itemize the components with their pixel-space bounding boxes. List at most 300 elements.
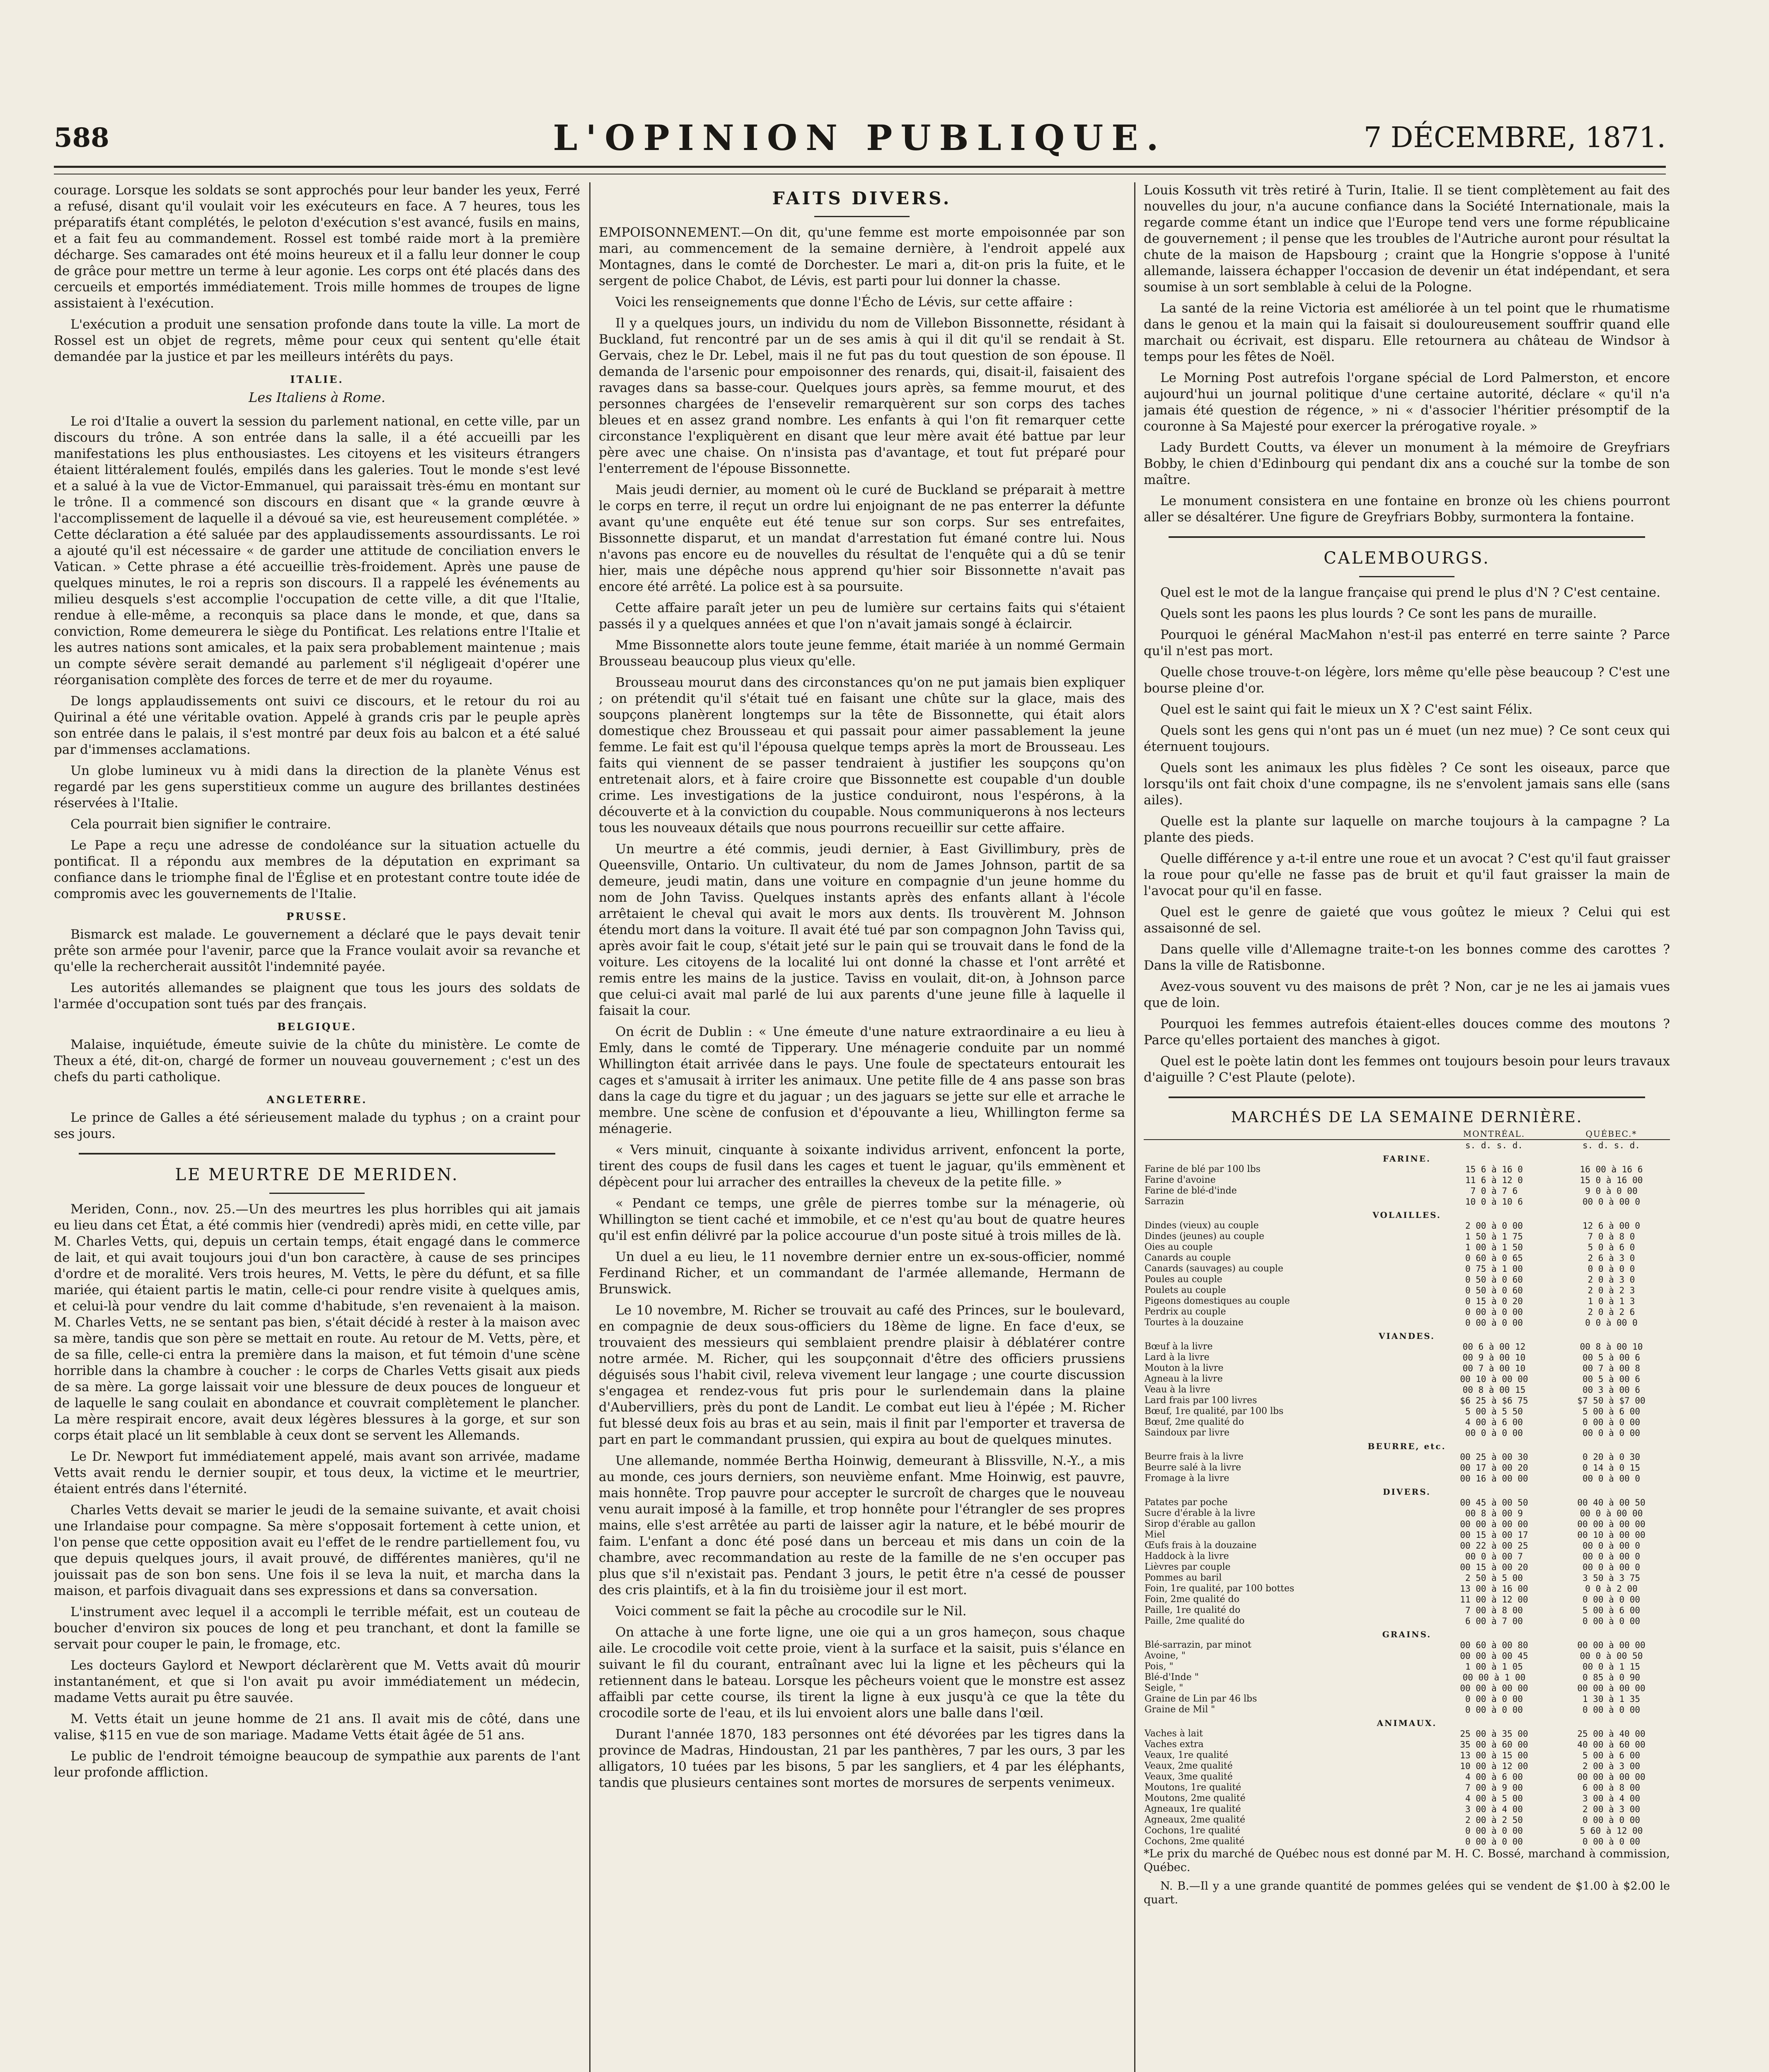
section-heading: BELGIQUE. xyxy=(277,1021,357,1033)
market-header-quebec: QUÉBEC.* xyxy=(1553,1128,1670,1140)
article-paragraph: Cela pourrait bien signifier le contraire. xyxy=(70,817,332,832)
market-price-montreal: 35 00 à 60 00 xyxy=(1460,1740,1528,1750)
market-item-name: Veaux, 2me qualité xyxy=(1145,1761,1233,1771)
market-row xyxy=(1144,1782,1670,1793)
market-price-quebec: 9 0 à 0 00 xyxy=(1585,1186,1638,1196)
masthead-rule xyxy=(54,166,1666,174)
calembour: Dans quelle ville d'Allemagne traite-t-on les bonnes comme des carottes ? Dans la ville de Ratisbonne. xyxy=(1144,942,1670,973)
article-paragraph: Durant l'année 1870, 183 personnes ont été dévorées par les tigres dans la province de Madras, Hindoustan, 21 par les panthères, 7 par les ours, 3 par les alligators, 10 tuées par les bisons, 5 par les sangliers, et 4 par les éléphants, tandis que plusieurs centaines sont mortes de morsures de serpents venimeux. xyxy=(599,1727,1125,1790)
market-price-montreal: 0 00 à 0 00 xyxy=(1465,1826,1523,1836)
market-row xyxy=(1144,1551,1670,1562)
market-row xyxy=(1144,1352,1670,1363)
market-price-quebec: 00 00 à 00 00 xyxy=(1577,1683,1646,1693)
market-row xyxy=(1144,1651,1670,1661)
market-price-montreal: 0 00 à 0 00 xyxy=(1465,1307,1523,1317)
market-item-name: Bœuf, 1re qualité, par 100 lbs xyxy=(1145,1406,1284,1416)
column-divider xyxy=(589,182,590,2072)
market-price-montreal: 0 00 à 0 00 xyxy=(1465,1318,1523,1328)
market-row xyxy=(1144,1220,1670,1231)
market-item-name: Lièvres par couple xyxy=(1145,1562,1231,1572)
market-row xyxy=(1144,1530,1670,1540)
market-item-name: Agneaux, 2me qualité xyxy=(1145,1815,1246,1825)
market-row xyxy=(1144,1683,1670,1694)
market-item-name: Lard frais par 100 livres xyxy=(1145,1395,1257,1406)
market-item-name: Blé-sarrazin, par minot xyxy=(1145,1640,1251,1650)
article-paragraph: Le monument consistera en une fontaine en bronze où les chiens pourront aller se désaltérer. Une figure de Greyfriars Bobby, surmontera la fontaine. xyxy=(1144,494,1670,525)
market-row xyxy=(1144,1508,1670,1519)
market-price-montreal: 1 50 à 1 75 xyxy=(1465,1232,1523,1242)
market-price-montreal: 00 8 à 00 15 xyxy=(1462,1385,1526,1395)
calembour: Quel est le mot de la langue française qui prend le plus d'N ? C'est centaine. xyxy=(1160,585,1660,600)
article-paragraph: M. Vetts était un jeune homme de 21 ans. Il avait mis de côté, dans une valise, $115 en vue de son mariage. Madame Vetts était âgée de 51 ans. xyxy=(54,1711,580,1743)
market-price-quebec: 00 10 à 00 00 xyxy=(1577,1530,1646,1540)
market-category-row xyxy=(1144,1715,1670,1728)
market-item-name: Bœuf à la livre xyxy=(1145,1341,1213,1352)
market-price-montreal: 0 00 à 0 00 xyxy=(1465,1705,1523,1715)
market-price-quebec: 0 00 à 0 00 xyxy=(1582,1417,1641,1427)
market-category-label: BEURRE, etc. xyxy=(1367,1441,1446,1451)
market-item-name: Oies au couple xyxy=(1145,1242,1213,1252)
market-item-name: Veaux, 3me qualité xyxy=(1145,1772,1233,1782)
market-price-montreal: 2 00 à 0 00 xyxy=(1465,1221,1523,1231)
market-price-montreal: 0 15 à 0 20 xyxy=(1465,1296,1523,1306)
market-price-montreal: $6 25 à $6 75 xyxy=(1460,1396,1528,1406)
market-item-name: Cochons, 1re qualité xyxy=(1145,1825,1241,1836)
market-price-montreal: 0 00 à 0 00 xyxy=(1465,1694,1523,1704)
article-paragraph: Voici comment se fait la pêche au crocodile sur le Nil. xyxy=(615,1604,967,1619)
market-row xyxy=(1144,1728,1670,1739)
market-row xyxy=(1144,1825,1670,1836)
market-price-montreal: 4 00 à 6 00 xyxy=(1465,1417,1523,1427)
article-paragraph: L'instrument avec lequel il a accompli le terrible méfait, est un couteau de boucher d'environ six pouces de long et peu tranchant, et dont la famille se servait pour couper le pain, le fromage, etc. xyxy=(54,1605,580,1652)
market-price-montreal: 5 00 à 5 50 xyxy=(1465,1406,1523,1416)
market-price-quebec: 00 00 à 00 00 xyxy=(1577,1519,1646,1529)
market-price-quebec: 3 50 à 3 75 xyxy=(1582,1573,1641,1583)
market-price-quebec: 00 0 à 00 0 xyxy=(1582,1552,1641,1561)
market-price-quebec: 00 0 à 00 0 xyxy=(1582,1197,1641,1207)
market-row xyxy=(1144,1739,1670,1750)
market-price-quebec: 5 00 à 6 00 xyxy=(1582,1750,1641,1760)
article-paragraph: La santé de la reine Victoria est améliorée à un tel point que le rhumatisme dans le genou et la main qui la faisait si douloureusement souffrir quand elle marchait ou écrivait, est disparu. Elle retournera au château de Windsor à temps pour les fêtes de Noël. xyxy=(1144,301,1670,364)
market-item-name: Veaux, 1re qualité xyxy=(1145,1750,1229,1760)
calembour: Quel est le genre de gaieté que vous goûtez le mieux ? Celui qui est assaisonné de sel. xyxy=(1144,905,1670,936)
market-row xyxy=(1144,1750,1670,1761)
market-price-montreal: 2 50 à 5 00 xyxy=(1465,1573,1523,1583)
market-row xyxy=(1144,1264,1670,1274)
market-item-name: Paille, 1re qualité do xyxy=(1145,1605,1241,1615)
market-price-montreal: 0 00 à 0 00 xyxy=(1465,1837,1523,1847)
market-price-montreal: 00 22 à 00 25 xyxy=(1460,1541,1528,1551)
market-item-name: Paille, 2me qualité do xyxy=(1145,1616,1245,1626)
market-row xyxy=(1144,1253,1670,1264)
market-item-name: Graine de Lin par 46 lbs xyxy=(1145,1694,1257,1704)
market-price-quebec: 5 60 à 12 00 xyxy=(1580,1826,1643,1836)
market-price-quebec: 0 14 à 0 15 xyxy=(1582,1463,1641,1473)
market-price-quebec: 3 00 à 4 00 xyxy=(1582,1794,1641,1803)
section-title: FAITS DIVERS. xyxy=(772,188,952,208)
market-category-row xyxy=(1144,1438,1670,1452)
article-paragraph: Un meurtre a été commis, jeudi dernier, à East Givillimbury, près de Queensville, Ontario. Un cultivateur, du nom de James Johnson, partit de sa demeure, jeudi matin, dans une voiture en compagnie d'un jeune homme du nom de John Taviss. Quelques instants après des enfants allant à l'école arrêtaient le cheval qui avait le mors aux dents. Ils trouvèrent M. Johnson étendu mort dans la voiture. Il avait été tué par son compagnon John Taviss qui, après avoir fait le coup, s'était jeté sur le pain qui se trouvait dans le fond de la voiture. Les citoyens de la localité lui ont donné la chasse et l'ont arrêté et remis entre les mains de la justice. Taviss en voulait, dit-on, à Johnson parce que celui-ci avait mal parlé de lui aux parents d'une jeune fille à laquelle il faisait la cour. xyxy=(599,842,1125,1018)
market-item-name: Agneau à la livre xyxy=(1145,1374,1223,1384)
market-category-row xyxy=(1144,1328,1670,1341)
market-price-quebec: 00 8 à 00 10 xyxy=(1580,1342,1643,1352)
market-item-name: Œufs frais à la douzaine xyxy=(1145,1540,1257,1551)
market-price-quebec: 5 00 à 6 00 xyxy=(1582,1605,1641,1615)
market-category-label: GRAINS. xyxy=(1382,1629,1432,1639)
market-note: N. B.—Il y a une grande quantité de pommes gelées qui se vendent de $1.00 à $2.00 le quart. xyxy=(1144,1880,1670,1906)
market-category-label: FARINE. xyxy=(1382,1154,1431,1164)
article-title: LE MEURTRE DE MERIDEN. xyxy=(175,1165,459,1184)
market-row xyxy=(1144,1761,1670,1772)
newspaper-title: L'OPINION PUBLIQUE. xyxy=(553,117,1167,158)
market-item-name: Haddock à la livre xyxy=(1145,1551,1229,1561)
market-price-quebec: 16 00 à 16 6 xyxy=(1580,1164,1643,1174)
market-item-name: Pois, " xyxy=(1145,1661,1174,1672)
article-paragraph: Il y a quelques jours, un individu du nom de Villebon Bissonnette, résidant à Buckland, fut rencontré par un de ses amis à qui il dit qu'il se rendait à St. Gervais, chez le Dr. Lebel, mais il ne fut pas du tout question de son épouse. Il demanda de l'arsenic pour empoisonner des renards, qui, disait-il, faisaient des ravages dans sa basse-cour. Quelques jours après, sa femme mourut, et des personnes chargées de l'ensevelir remarquèrent sur son corps des taches bleues et en assez grand nombre. Les enfants à qui l'on fit remarquer cette circonstance l'expliquèrent en disant que leur mère avait été battue par leur père avec une chaise. On n'insista pas d'avantage, et tout fut préparé pour l'enterrement de l'épouse Bissonnette. xyxy=(599,316,1125,476)
market-item-name: Fromage à la livre xyxy=(1145,1473,1229,1484)
market-price-montreal: 13 00 à 15 00 xyxy=(1460,1750,1528,1760)
market-row xyxy=(1144,1704,1670,1715)
section-heading: ANGLETERRE. xyxy=(266,1094,368,1106)
market-price-montreal: 6 00 à 7 00 xyxy=(1465,1616,1523,1626)
market-price-montreal: 7 00 à 9 00 xyxy=(1465,1783,1523,1793)
market-price-montreal: 2 00 à 2 50 xyxy=(1465,1815,1523,1825)
market-price-montreal: 00 16 à 00 00 xyxy=(1460,1474,1528,1484)
article-paragraph: Voici les renseignements que donne l'Écho de Lévis, sur cette affaire : xyxy=(615,295,1073,310)
market-price-montreal: 1 00 à 1 05 xyxy=(1465,1662,1523,1672)
market-row xyxy=(1144,1385,1670,1395)
article-paragraph: On attache à une forte ligne, une oie qui a un gros hameçon, sous chaque aile. Le crocodile voit cette proie, vient à la surface et la saisit, puis s'élance en suivant le fil du courant, entraînant avec lui la ligne et les pêcheurs qui la retiennent dans le bateau. Lorsque les pêcheurs voient que le monstre est assez affaibli par cette course, ils tirent la ligne à eux jusqu'à ce que la tête du crocodile sorte de l'eau, et ils lui envoient alors une balle dans l'œil. xyxy=(599,1625,1125,1721)
market-item-name: Moutons, 2me qualité xyxy=(1145,1793,1246,1803)
market-category-label: VOLAILLES. xyxy=(1372,1210,1441,1220)
market-item-name: Vaches extra xyxy=(1145,1739,1204,1750)
market-price-montreal: 7 0 à 7 6 xyxy=(1470,1186,1518,1196)
article-paragraph: Lady Burdett Coutts, va élever un monument à la mémoire de Greyfriars Bobby, le chien d'Edinbourg qui pendant dix ans a couché sur la tombe de son maître. xyxy=(1144,440,1670,487)
article-paragraph: Charles Vetts devait se marier le jeudi de la semaine suivante, et avait choisi une Irlandaise pour compagne. Sa mère s'opposait fortement à cette union, et l'on pense que cette opposition avait eu l'effet de le rendre partiellement fou, vu que depuis quelques jours, il avait prouvé, de différentes manières, qu'il ne jouissait pas de son bon sens. Une fois il se leva la nuit, et marcha dans la maison, et parfois divaguait dans ses expressions et dans sa conversation. xyxy=(54,1503,580,1598)
market-price-quebec: 00 5 à 00 6 xyxy=(1582,1353,1641,1363)
article-paragraph: « Vers minuit, cinquante à soixante individus arrivent, enfoncent la porte, tirent des coups de fusil dans les cages et tuent le jaguar, qu'ils emmènent et dépècent pour lui arracher des entrailles la cheveux de la petite fille. » xyxy=(599,1143,1125,1190)
market-row xyxy=(1144,1374,1670,1385)
market-price-quebec: 15 0 à 16 00 xyxy=(1580,1175,1643,1185)
article-paragraph: Brousseau mourut dans des circonstances qu'on ne put jamais bien expliquer ; on prétendit qu'il s'était tué en faisant une chûte sur la glace, mais des soupçons planèrent longtemps sur la tête de Bissonnette, qui était alors domestique chez Brousseau et qui passait pour aimer passablement la jeune femme. Le fait est qu'il l'épousa quelque temps après la mort de Brousseau. Les faits qui viennent de se passer tendraient à justifier les soupçons qu'on entretenait alors, et à faire croire que Bissonnette est coupable d'un double crime. Les investigations de la justice conduiront, nous l'espérons, à la découverte et à la conviction du coupable. Nous communiquerons à nos lecteurs tous les nouveaux détails que nous pourrons recueillir sur cette affaire. xyxy=(599,675,1125,835)
market-price-quebec: 1 30 à 1 35 xyxy=(1582,1694,1641,1704)
market-price-montreal: 7 00 à 8 00 xyxy=(1465,1605,1523,1615)
market-row xyxy=(1144,1815,1670,1825)
market-price-montreal: 00 25 à 00 30 xyxy=(1460,1452,1528,1462)
market-price-quebec: 0 20 à 0 30 xyxy=(1582,1452,1641,1462)
section-heading: PRUSSE. xyxy=(286,910,348,922)
market-price-quebec: 0 0 à 00 0 xyxy=(1585,1318,1638,1328)
article-paragraph: courage. Lorsque les soldats se sont approchés pour leur bander les yeux, Ferré a refusé, disant qu'il voulait voir les exécuteurs en face. A 7 heures, tous les préparatifs étant complétés, le peloton d'exécution s'est avancé, fusils en mains, et a fait feu au commandement. Rossel est tombé raide mort à la première décharge. Ses camarades ont été moins heureux et il a fallu leur donner le coup de grâce pour mettre un terme à leur agonie. Les corps ont été placés dans des cercueils et emportés immédiatement. Trois mille hommes de troupes de ligne assistaient à l'exécution. xyxy=(54,183,580,311)
market-price-quebec: 00 0 à 00 00 xyxy=(1580,1508,1643,1518)
market-price-quebec: 25 00 à 40 00 xyxy=(1577,1729,1646,1739)
market-row xyxy=(1144,1341,1670,1352)
market-item-name: Beurre frais à la livre xyxy=(1145,1452,1244,1462)
market-category-row xyxy=(1144,1627,1670,1640)
article-paragraph: Le Dr. Newport fut immédiatement appelé, mais avant son arrivée, madame Vetts avait rendu le dernier soupir, et tous deux, la victime et le meurtrier, étaient entrés dans l'éternité. xyxy=(54,1449,580,1496)
market-item-name: Sarrazin xyxy=(1145,1196,1184,1207)
market-price-montreal: 11 00 à 12 00 xyxy=(1460,1595,1528,1605)
calembour: Quelle est la plante sur laquelle on marche toujours à la campagne ? La plante des pieds. xyxy=(1144,814,1670,845)
market-price-quebec: 5 0 à 6 0 xyxy=(1588,1242,1635,1252)
calembour: Quels sont les paons les plus lourds ? Ce sont les pans de muraille. xyxy=(1160,606,1597,621)
market-price-quebec: 0 00 à 0 00 xyxy=(1582,1616,1641,1626)
calembour: Quel est le poète latin dont les femmes ont toujours besoin pour leurs travaux d'aiguille ? C'est Plaute (pelote). xyxy=(1144,1054,1670,1085)
market-price-quebec: 00 7 à 00 8 xyxy=(1582,1363,1641,1373)
market-item-name: Perdrix au couple xyxy=(1145,1307,1226,1317)
market-row xyxy=(1144,1307,1670,1317)
market-header-row xyxy=(1144,1128,1670,1140)
market-price-quebec: $7 50 à $7 00 xyxy=(1577,1396,1646,1406)
market-item-name: Foin, 2me qualité do xyxy=(1145,1594,1239,1605)
market-item-name: Moutons, 1re qualité xyxy=(1145,1782,1241,1793)
market-price-quebec: 00 3 à 00 6 xyxy=(1582,1385,1641,1395)
market-price-quebec: 2 0 à 3 0 xyxy=(1588,1275,1635,1285)
market-price-quebec: 00 0 à 0 00 xyxy=(1582,1428,1641,1438)
market-price-montreal: 3 00 à 4 00 xyxy=(1465,1804,1523,1814)
market-row xyxy=(1144,1462,1670,1473)
market-price-quebec: 0 0 à 2 00 xyxy=(1585,1584,1638,1594)
market-item-name: Blé-d'Inde " xyxy=(1145,1672,1199,1682)
market-price-quebec: 40 00 à 60 00 xyxy=(1577,1740,1646,1750)
market-price-montreal: 15 6 à 16 0 xyxy=(1465,1164,1523,1174)
market-price-montreal: 00 00 à 1 00 xyxy=(1462,1673,1526,1682)
market-price-montreal: 00 15 à 00 17 xyxy=(1460,1530,1528,1540)
market-price-quebec: 00 0 à 00 50 xyxy=(1580,1651,1643,1661)
article-paragraph: Bismarck est malade. Le gouvernement a déclaré que le pays devait tenir prête son armée pour l'avenir, parce que la France voulait avoir sa revanche et qu'elle la rechercherait aussitôt l'indemnité payée. xyxy=(54,927,580,974)
market-row xyxy=(1144,1242,1670,1253)
market-price-quebec: 00 0 à 00 0 xyxy=(1582,1562,1641,1572)
market-price-quebec: 2 00 à 3 00 xyxy=(1582,1761,1641,1771)
column-2 xyxy=(599,182,1125,2072)
market-price-quebec: 00 0 à 00 0 xyxy=(1582,1474,1641,1484)
market-item-name: Tourtes à la douzaine xyxy=(1145,1317,1244,1328)
market-row xyxy=(1144,1836,1670,1847)
market-category-row xyxy=(1144,1151,1670,1164)
market-price-quebec: 00 5 à 00 6 xyxy=(1582,1374,1641,1384)
calembour: Pourquoi les femmes autrefois étaient-elles douces comme des moutons ? Parce qu'elles portaient des manches à gigot. xyxy=(1144,1017,1670,1048)
article-paragraph: Le Morning Post autrefois l'organe spécial de Lord Palmerston, et encore aujourd'hui un journal politique d'une certaine autorité, déclare « qu'il n'a jamais été question de régence, » ni « d'associer l'héritier présomptif de la couronne à Sa Majesté pour exercer la prérogative royale. » xyxy=(1144,370,1670,434)
market-price-montreal: 00 10 à 00 00 xyxy=(1460,1374,1528,1384)
market-row xyxy=(1144,1661,1670,1672)
article-paragraph: L'exécution a produit une sensation profonde dans toute la ville. La mort de Rossel est un objet de regrets, même pour ceux qui sentent qu'elle était demandée par la justice et par les meilleurs intérêts du pays. xyxy=(54,317,580,364)
market-price-montreal: 00 7 à 00 10 xyxy=(1462,1363,1526,1373)
article-paragraph: Le public de l'endroit témoigne beaucoup de sympathie aux parents de l'ant leur profonde affliction. xyxy=(54,1749,580,1780)
market-price-montreal: 00 0 à 0 00 xyxy=(1465,1428,1523,1438)
market-price-montreal: 00 00 à 00 00 xyxy=(1460,1519,1528,1529)
section-rule xyxy=(1169,1097,1645,1098)
market-row xyxy=(1144,1406,1670,1417)
market-price-montreal: 25 00 à 35 00 xyxy=(1460,1729,1528,1739)
calembour: Quelle chose trouve-t-on légère, lors même qu'elle pèse beaucoup ? C'est une bourse pleine d'or. xyxy=(1144,665,1670,696)
market-row xyxy=(1144,1473,1670,1484)
market-row xyxy=(1144,1594,1670,1605)
market-price-montreal: 0 50 à 0 60 xyxy=(1465,1285,1523,1295)
market-price-quebec: 2 0 à 2 6 xyxy=(1588,1307,1635,1317)
section-rule xyxy=(79,1153,555,1155)
calembour: Pourquoi le général MacMahon n'est-il pas enterré en terre sainte ? Parce qu'il n'est pas mort. xyxy=(1144,627,1670,658)
market-item-name: Poulets au couple xyxy=(1145,1285,1226,1295)
market-price-montreal: 4 00 à 6 00 xyxy=(1465,1772,1523,1782)
market-table-body xyxy=(1144,1151,1670,1847)
market-item-name: Patates par poche xyxy=(1145,1497,1228,1508)
page-number: 588 xyxy=(54,122,109,153)
market-item-name: Farine d'avoine xyxy=(1145,1175,1216,1185)
market-item-name: Sucre d'érable à la livre xyxy=(1145,1508,1256,1518)
market-row xyxy=(1144,1694,1670,1704)
market-price-montreal: 00 0 à 00 7 xyxy=(1465,1552,1523,1561)
market-row xyxy=(1144,1296,1670,1307)
market-price-quebec: 0 0 à 0 0 xyxy=(1588,1264,1635,1274)
market-category-label: DIVERS. xyxy=(1383,1487,1431,1497)
market-row xyxy=(1144,1363,1670,1374)
market-table-title: MARCHÉS DE LA SEMAINE DERNIÈRE. xyxy=(1231,1109,1583,1126)
market-notes xyxy=(1144,1847,1670,1907)
market-price-quebec: 00 0 à 1 15 xyxy=(1582,1662,1641,1672)
column-3 xyxy=(1144,182,1670,2072)
market-category-label: VIANDES. xyxy=(1379,1331,1435,1341)
market-price-quebec: 00 00 à 00 00 xyxy=(1577,1640,1646,1650)
calembours-list xyxy=(1144,585,1670,1086)
market-item-name: Poules au couple xyxy=(1145,1274,1222,1285)
market-item-name: Mouton à la livre xyxy=(1145,1363,1224,1373)
market-price-montreal: 00 60 à 00 80 xyxy=(1460,1640,1528,1650)
market-item-name: Seigle, " xyxy=(1145,1683,1183,1693)
market-item-name: Foin, 1re qualité, par 100 bottes xyxy=(1145,1583,1295,1594)
calembour: Quelle différence y a-t-il entre une roue et un avocat ? C'est qu'il faut graisser la roue pour qu'elle ne fasse pas de bruit et qu'il faut graisser la main de l'avocat pour qu'il en fasse. xyxy=(1144,851,1670,898)
market-price-montreal: 0 50 à 0 60 xyxy=(1465,1275,1523,1285)
market-item-name: Canards (sauvages) au couple xyxy=(1145,1264,1283,1274)
article-paragraph: Le roi d'Italie a ouvert la session du parlement national, en cette ville, par un discours du trône. A son entrée dans la salle, il a été accueilli par les manifestations les plus enthousiastes. Les citoyens et les visiteurs étrangers étaient littéralement foulés, empilés dans les galeries. Tout le monde s'est levé et a salué à la vue de Victor-Emmanuel, qui paraissait très-ému en montant sur le trône. Il a commencé son discours en disant que « la grande œuvre à l'accomplissement de laquelle il a dévoué sa vie, est heureusement complétée. » Cette déclaration a été saluée par des applaudissements assourdissants. Le roi a ajouté qu'il est nécessaire « de garder une attitude de conciliation envers le Vatican. » Cette phrase a été accueillie très-froidement. Après une pause de quelques minutes, le roi a repris son discours. Il a rappelé les événements au milieu desquels s'est accomplie l'occupation de cette ville, a dit que l'Italie, rendue à elle-même, a reconquis sa place dans le monde, et que, dans sa conviction, Rome demeurera le siège du Pontificat. Les relations entre l'Italie et les autres nations sont amicales, et la paix sera probablement maintenue ; mais un compte sévère serait demandé au parlement s'il négligeait d'opérer une réorganisation complète des forces de terre et de mer du royaume. xyxy=(54,414,580,687)
market-row xyxy=(1144,1616,1670,1627)
market-row xyxy=(1144,1497,1670,1508)
article-paragraph: EMPOISONNEMENT.—On dit, qu'une femme est morte empoisonnée par son mari, au commencement de la semaine dernière, à l'endroit appelé aux Montagnes, dans le comté de Dorchester. Le mari a, dit-on pris la fuite, et le sergent de police Chabot, de Lévis, est parti pour lui donner la chasse. xyxy=(599,225,1125,288)
market-units-row xyxy=(1144,1140,1670,1151)
market-row xyxy=(1144,1605,1670,1616)
market-price-quebec: 2 00 à 3 00 xyxy=(1582,1804,1641,1814)
title-rule xyxy=(269,1193,365,1194)
market-units-spacer xyxy=(1144,1140,1435,1151)
market-item-name: Miel xyxy=(1145,1530,1165,1540)
market-row xyxy=(1144,1772,1670,1782)
market-row xyxy=(1144,1804,1670,1815)
market-price-quebec: 12 6 à 00 0 xyxy=(1582,1221,1641,1231)
article-paragraph: Le Pape a reçu une adresse de condoléance sur la situation actuelle du pontificat. Il a répondu aux membres de la députation en exprimant sa confiance dans le triomphe final de l'Église et en protestant contre toute idée de compromis avec les gouvernements de l'Italie. xyxy=(54,838,580,901)
calembour: Quel est le saint qui fait le mieux un X ? C'est saint Félix. xyxy=(1160,702,1533,717)
market-price-montreal: 13 00 à 16 00 xyxy=(1460,1584,1528,1594)
market-row xyxy=(1144,1175,1670,1186)
market-price-montreal: 0 60 à 0 65 xyxy=(1465,1253,1523,1263)
market-item-name: Saindoux par livre xyxy=(1145,1428,1230,1438)
market-item-name: Veau à la livre xyxy=(1145,1385,1210,1395)
article-paragraph: Malaise, inquiétude, émeute suivie de la chûte du ministère. Le comte de Theux a été, dit-on, chargé de former un nouveau gouvernement ; c'est un des chefs du parti catholique. xyxy=(54,1037,580,1084)
market-price-quebec: 0 85 à 0 90 xyxy=(1582,1673,1641,1682)
market-price-montreal: 00 17 à 00 20 xyxy=(1460,1463,1528,1473)
market-row xyxy=(1144,1672,1670,1683)
market-price-montreal: 4 00 à 5 00 xyxy=(1465,1794,1523,1803)
market-price-quebec: 0 00 à 0 00 xyxy=(1582,1815,1641,1825)
market-row xyxy=(1144,1164,1670,1175)
market-price-quebec: 7 0 à 8 0 xyxy=(1588,1232,1635,1242)
market-row xyxy=(1144,1573,1670,1583)
market-price-quebec: 00 0 à 00 0 xyxy=(1582,1541,1641,1551)
masthead xyxy=(54,106,1666,189)
article-paragraph: Une allemande, nommée Bertha Hoinwig, demeurant à Blissville, N.-Y., a mis au monde, ces jours derniers, son neuvième enfant. Mme Hoinwig, est pauvre, mais honnête. Trop pauvre pour accepter le surcroît de charges que le nouveau venu aurait imposé à la famille, et trop honnête pour l'étrangler de ses propres mains, elle s'est arrêtée au parti de laisser agir la nature, et le bébé mourir de faim. L'enfant a donc été posé dans un berceau et mis dans un coin de la chambre, avec recommandation au reste de la famille de ne s'en occuper pas plus que s'il n'existait pas. Pendant 3 jours, le petit être n'a cessé de pousser des cris plaintifs, et à la fin du troisième jour il est mort. xyxy=(599,1453,1125,1598)
article-paragraph: Les autorités allemandes se plaignent que tous les jours des soldats de l'armée d'occupation sont tués par des français. xyxy=(54,980,580,1012)
section-heading: ITALIE. xyxy=(290,373,344,385)
market-item-name: Beurre salé à la livre xyxy=(1145,1462,1241,1473)
article-paragraph: Un globe lumineux vu à midi dans la direction de la planète Vénus est regardé par les gens superstitieux comme un augure des brillantes destinées réservées à l'Italie. xyxy=(54,763,580,811)
market-row xyxy=(1144,1196,1670,1207)
market-header-item xyxy=(1144,1128,1435,1140)
column-divider xyxy=(1134,182,1135,2072)
market-units: s. d. s. d. xyxy=(1465,1140,1523,1150)
market-row xyxy=(1144,1317,1670,1328)
market-row xyxy=(1144,1452,1670,1462)
market-row xyxy=(1144,1231,1670,1242)
market-item-name: Pommes au baril xyxy=(1145,1573,1222,1583)
market-price-montreal: 00 6 à 00 12 xyxy=(1462,1342,1526,1352)
market-item-name: Graine de Mil " xyxy=(1145,1704,1215,1715)
market-units: s. d. s. d. xyxy=(1582,1140,1641,1150)
market-row xyxy=(1144,1285,1670,1296)
market-item-name: Sirop d'érable au gallon xyxy=(1145,1519,1256,1529)
market-category-label: ANIMAUX. xyxy=(1377,1718,1437,1728)
market-price-quebec: 00 40 à 00 50 xyxy=(1577,1498,1646,1508)
market-row xyxy=(1144,1540,1670,1551)
market-price-montreal: 10 0 à 10 6 xyxy=(1465,1197,1523,1207)
calembour: Quels sont les animaux les plus fidèles ? Ce sont les oiseaux, parce que lorsqu'ils ont fait choix d'une compagne, ils ne s'envolent jamais sans elle (sans ailes). xyxy=(1144,760,1670,808)
market-item-name: Lard à la livre xyxy=(1145,1352,1210,1363)
market-row xyxy=(1144,1640,1670,1651)
market-price-montreal: 11 6 à 12 0 xyxy=(1465,1175,1523,1185)
market-item-name: Pigeons domestiques au couple xyxy=(1145,1296,1290,1306)
article-paragraph: Meriden, Conn., nov. 25.—Un des meurtres les plus horribles qui ait jamais eu lieu dans cet État, a été commis hier (vendredi) après midi, en cette ville, par M. Charles Vetts, qui, depuis un certain temps, était engagé dans le commerce de lait, et qui avait toujours joui d'un bon caractère, à cause de ses principes d'ordre et de moralité. Vers trois heures, M. Vetts, le père du défunt, et sa fille mariée, qui étaient partis le matin, celle-ci pour rendre visite à quelques amis, et celui-là pour vendre du lait comme d'habitude, s'en revenaient à la maison. M. Charles Vetts, ne se sentant pas bien, s'était décidé à rester à la maison avec sa mère, tandis que son père se mettait en route. Au retour de M. Vetts, père, et de sa fille, celle-ci entra la première dans la maison, et fut témoin d'une scène horrible dans la chambre à coucher : le corps de Charles Vetts gisait aux pieds de sa mère. La gorge laissait voir une blessure de deux pouces de longueur et de laquelle le sang coulait en abondance et couvrait complètement le plancher. La mère respirait encore, avait deux légères blessures à la gorge, et sur son corps était placé un lit semblable à ceux dont se servent les Allemands. xyxy=(54,1202,580,1443)
market-price-montreal: 00 00 à 00 45 xyxy=(1460,1651,1528,1661)
market-category-row xyxy=(1144,1484,1670,1497)
calembour: Avez-vous souvent vu des maisons de prêt ? Non, car je ne les ai jamais vues que de loin. xyxy=(1144,979,1670,1010)
market-row xyxy=(1144,1417,1670,1428)
market-price-montreal: 1 00 à 1 50 xyxy=(1465,1242,1523,1252)
section-rule xyxy=(1169,536,1645,538)
column-1 xyxy=(54,182,580,2072)
article-paragraph: De longs applaudissements ont suivi ce discours, et le retour du roi au Quirinal a été une véritable ovation. Appelé à grands cris par le peuple après son entrée dans le palais, il s'est montré par deux fois au balcon et a été salué par d'immenses acclamations. xyxy=(54,694,580,757)
article-paragraph: « Pendant ce temps, une grêle de pierres tombe sur la ménagerie, où Whillington se tient caché et immobile, et ce n'est qu'au bout de quatre heures qu'il est enfin délivré par la police accourue d'un poste situé à trois milles de là. xyxy=(599,1196,1125,1243)
market-price-montreal: 00 9 à 00 10 xyxy=(1462,1353,1526,1363)
market-price-quebec: 2 0 à 2 3 xyxy=(1588,1285,1635,1295)
article-paragraph: Mme Bissonnette alors toute jeune femme, était mariée à un nommé Germain Brousseau beaucoup plus vieux qu'elle. xyxy=(599,638,1125,669)
market-category-row xyxy=(1144,1207,1670,1220)
article-paragraph: On écrit de Dublin : « Une émeute d'une nature extraordinaire a eu lieu à Emly, dans le comté de Tipperary. Une ménagerie conduite par un nommé Whillington était arrivée dans le pays. Une foule de spectateurs entourait les cages et s'amusait à irriter les animaux. Une petite fille de 4 ans passe son bras dans la cage du tigre et du jaguar ; un des jaguars se jette sur elle et arrache le membre. Une scène de confusion et d'épouvante a lieu, Whillington ferme sa ménagerie. xyxy=(599,1024,1125,1136)
market-row xyxy=(1144,1395,1670,1406)
title-rule xyxy=(814,216,910,217)
market-price-quebec: 0 00 à 0 00 xyxy=(1582,1837,1641,1847)
market-price-montreal: 00 15 à 00 20 xyxy=(1460,1562,1528,1572)
market-item-name: Cochons, 2me qualité xyxy=(1145,1836,1245,1847)
article-subtitle: Les Italiens à Rome. xyxy=(248,390,386,405)
article-paragraph: Le 10 novembre, M. Richer se trouvait au café des Princes, sur le boulevard, en compagnie de deux sous-officiers du 18ème de ligne. En face d'eux, se trouvaient des messieurs qui semblaient prendre plaisir à déblatérer contre notre armée. M. Richer, qui les soupçonnait d'être des officiers prussiens déguisés sous l'habit civil, releva vivement leur langage ; une courte discussion s'engagea et rendez-vous fut pris pour le surlendemain dans la plaine d'Aubervilliers, près du pont de Landit. Le combat eut lieu à l'épée ; M. Richer fut blessé deux fois au bras et au sein, mais il finit par l'emporter et traversa de part en part le commandant prussien, qui expira au bout de quelques minutes. xyxy=(599,1303,1125,1447)
market-item-name: Dindes (vieux) au couple xyxy=(1145,1220,1259,1231)
market-price-montreal: 0 75 à 1 00 xyxy=(1465,1264,1523,1274)
market-item-name: Farine de blé par 100 lbs xyxy=(1145,1164,1261,1174)
market-price-quebec: 2 6 à 3 0 xyxy=(1588,1253,1635,1263)
market-price-quebec: 1 0 à 1 3 xyxy=(1588,1296,1635,1306)
market-note: *Le prix du marché de Québec nous est donné par M. H. C. Bossé, marchand à commission, Québec. xyxy=(1144,1847,1670,1874)
market-row xyxy=(1144,1583,1670,1594)
calembour: Quels sont les gens qui n'ont pas un é muet (un nez mue) ? Ce sont ceux qui éternuent toujours. xyxy=(1144,723,1670,754)
market-item-name: Avoine, " xyxy=(1145,1651,1186,1661)
article-paragraph: Les docteurs Gaylord et Newport déclarèrent que M. Vetts avait dû mourir instantanément, et que si l'on avait pu avoir immédiatement un médecin, madame Vetts aurait pu être sauvée. xyxy=(54,1658,580,1705)
